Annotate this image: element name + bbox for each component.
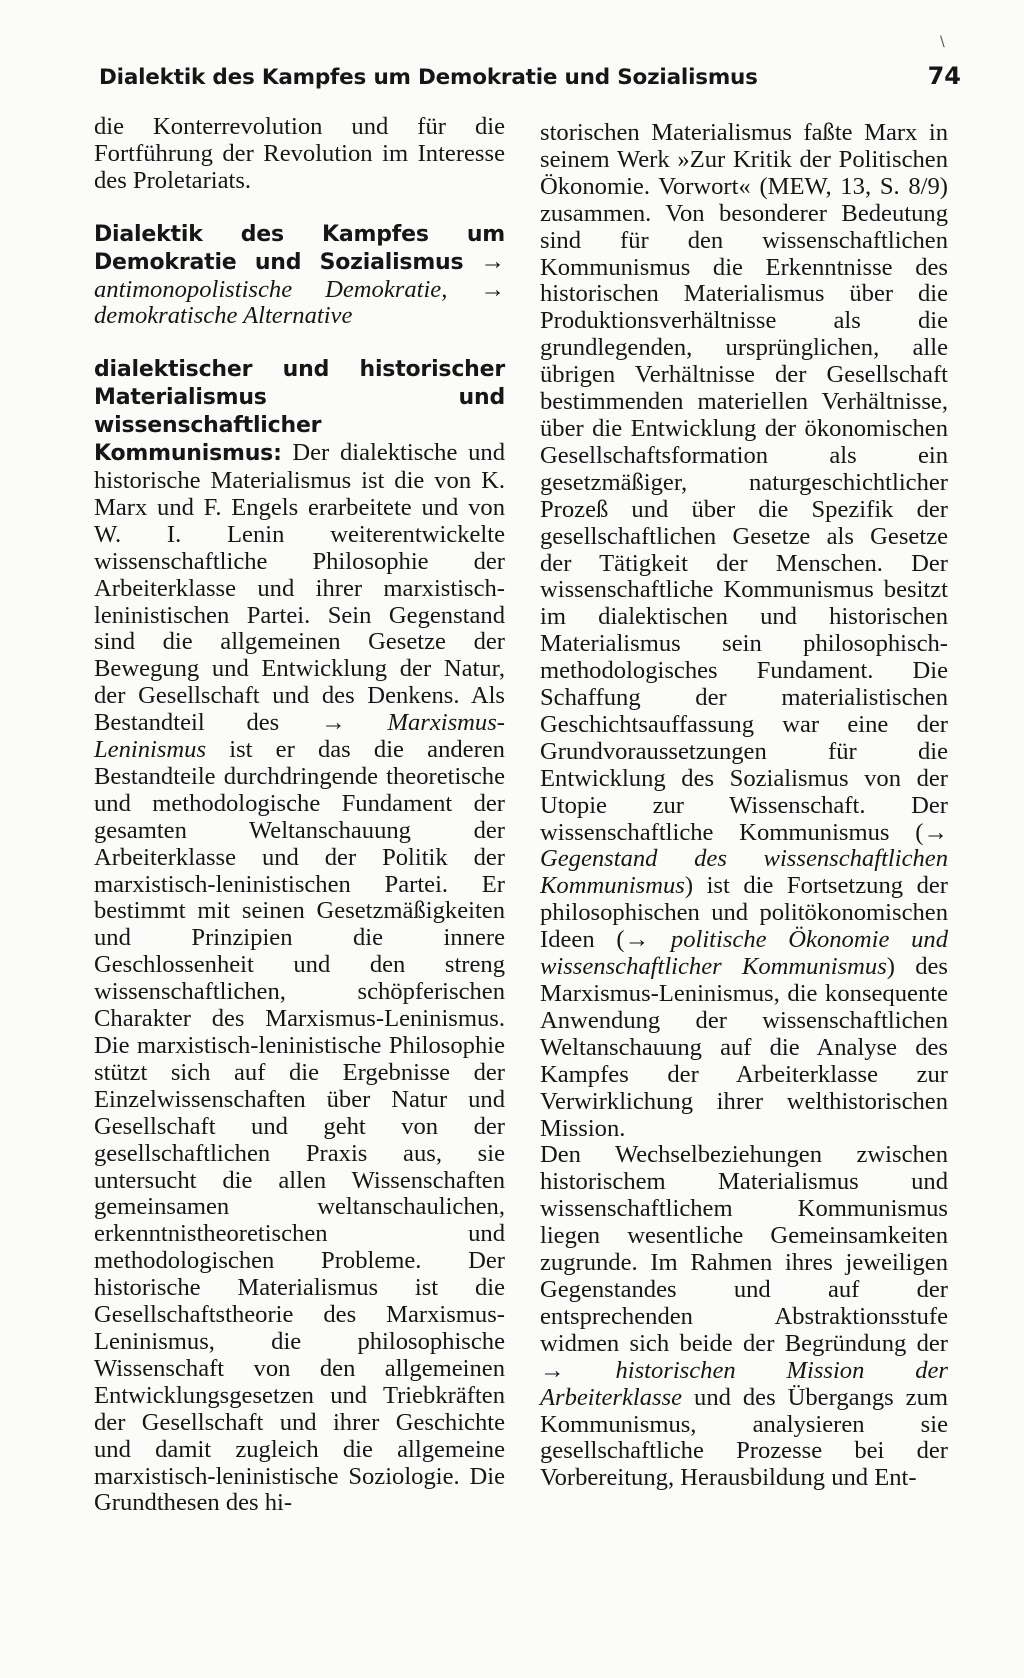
header-title: Dialektik des Kampfes um Demokratie und Sozialismus <box>99 65 758 90</box>
right-paragraph-2 <box>540 1142 948 1492</box>
cross-reference-link[interactable]: demokratische Alternative <box>94 302 353 330</box>
body-text: storischen Materialismus faßte Marx in seinem Werk »Zur Kritik der Politischen Ökonomie. Vorwort« (MEW, 13, S. 8/9) zusammen. Von besonderer Bedeutung sind für den wissenschaftlichen Kommunismus die Erkenntnisse des historischen Materialismus über die Produktionsverhältnisse als die grundlegenden, ursprünglichen, alle übrigen Verhältnisse der Gesellschaft bestimmenden materiellen Verhältnisse, über die Entwicklung der ökonomischen Gesellschaftsformation als ein gesetzmäßiger, naturgeschichtlicher Prozeß und über die Spezifik der gesellschaftlichen Gesetze als Gesetze der Tätigkeit der Menschen. Der wissenschaftliche Kommunismus besitzt im dialektischen und historischen Materialismus sein philosophisch-methodologisches Fundament. Die Schaffung der materialistischen Geschichtsauffassung war eine der Grundvoraussetzungen für die Entwicklung des Sozialismus von der Utopie zur Wissenschaft. Der wissenschaftliche Kommunismus ( <box>540 119 948 846</box>
entry-materialismus <box>94 356 505 1517</box>
left-paragraph-1: die Konterrevolution und für die Fortführung der Revolution im Interesse des Proletariats. <box>94 113 505 194</box>
entry-headword: dialektischer und historischer Materialismus und wissenschaftlicher Kommunismus: <box>94 357 505 467</box>
arrow-icon: → <box>321 709 346 737</box>
entry-dialektik-kampf <box>94 221 505 331</box>
entry-headword: Dialektik des Kampfes um Demokratie und Sozialismus <box>94 221 505 275</box>
body-text: Den Wechselbeziehungen zwischen historischem Materialismus und wissenschaftlichem Kommunismus liegen wesentliche Gemeinsamkeiten zugrunde. Im Rahmen ihres jeweiligen Gegenstandes und auf der entsprechenden Abstraktionsstufe widmen sich beide der Begründung der <box>540 1141 948 1357</box>
body-text: ) ist die Fortsetzung der philosophischen und politökonomischen Ideen ( <box>540 872 948 954</box>
arrow-icon: → <box>923 818 948 846</box>
arrow-icon: → <box>624 926 650 954</box>
arrow-icon: → <box>480 275 505 303</box>
right-column <box>540 120 948 1492</box>
entry-text: ist er das die anderen Bestandteile durchdringende theoretische und methodologische Fundament der gesamten Weltanschauung der Arbeiterklasse und der Politik der marxistisch-leninistischen Partei. Er bestimmt mit seinen Gesetzmäßigkeiten und Prinzipien die innere Geschlossenheit und den streng wissenschaftlichen, schöpferischen Charakter des Marxismus-Leninismus. Die marxistisch-leninistische Philosophie stützt sich auf die Ergebnisse der Einzelwissenschaften über Natur und Gesellschaft und geht von der gesellschaftlichen Praxis aus, sie untersucht die allen Wissenschaften gemeinsamen weltanschaulichen, erkenntnistheoretischen und methodologischen Probleme. Der historische Materialismus ist die Gesellschaftstheorie des Marxismus-Leninismus, die philosophische Wissenschaft von den allgemeinen Entwicklungsgesetzen und Triebkräften der Gesellschaft und ihrer Geschichte und damit zugleich die allgemeine marxistisch-leninistische Soziologie. Die Grundthesen des hi- <box>94 736 505 1517</box>
cross-reference-link[interactable]: antimonopolistische Demokratie, <box>94 275 448 303</box>
cross-reference-link[interactable]: Gegenstand des wissenschaftlichen Kommunismus <box>540 845 948 900</box>
running-header <box>99 62 969 98</box>
body-text: und des Übergangs zum Kommunismus, analysieren sie gesellschaftliche Prozesse bei der Vorbereitung, Herausbildung und Ent- <box>540 1383 948 1492</box>
page-number: 74 <box>927 62 961 90</box>
cross-reference-link[interactable]: historischen Mission der Arbeiterklasse <box>540 1356 949 1411</box>
arrow-icon: → <box>540 1356 565 1384</box>
scan-mark: \ <box>940 34 945 50</box>
right-paragraph-1 <box>540 120 948 1142</box>
cross-reference-link[interactable]: politische Ökonomie und wissenschaftlicher Kommunismus <box>540 926 948 981</box>
entry-text: Der dialektische und historische Materialismus ist die von K. Marx und F. Engels erarbeitete und von W. I. Lenin weiterentwickelte wissenschaftliche Philosophie der Arbeiterklasse und ihrer marxistisch-leninistischen Partei. Sein Gegenstand sind die allgemeinen Gesetze der Bewegung und Entwicklung der Natur, der Gesellschaft und des Denkens. Als Bestandteil des <box>94 439 505 737</box>
left-column <box>94 114 505 1517</box>
body-text: ) des Marxismus-Leninismus, die konsequente Anwendung der wissenschaftlichen Weltanschauung auf die Analyse des Kampfes der Arbeiterklasse zur Verwirklichung ihrer welthistorischen Mission. <box>540 953 949 1142</box>
cross-reference-link[interactable]: Marxismus-Leninismus <box>94 709 505 764</box>
arrow-icon: → <box>480 247 505 275</box>
